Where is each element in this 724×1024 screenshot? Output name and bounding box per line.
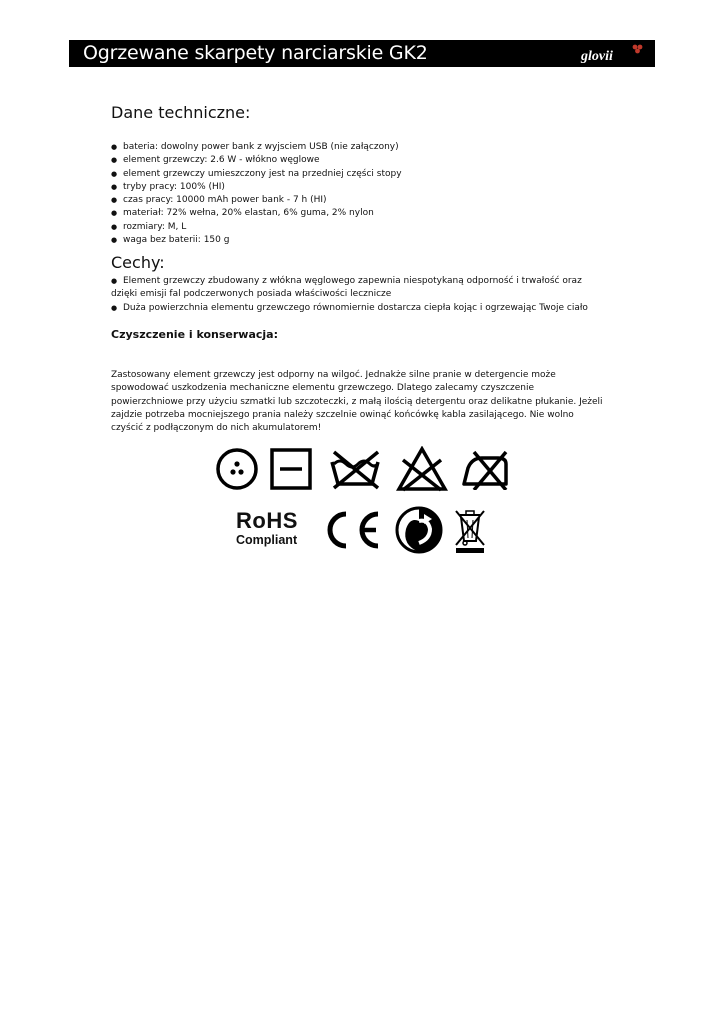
do-not-bleach-icon (396, 446, 448, 492)
list-item: ● czas pracy: 10000 mAh power bank - 7 h (HI) (111, 194, 611, 207)
list-item: ● element grzewczy umieszczony jest na przedniej części stopy (111, 168, 611, 181)
list-item: ● bateria: dowolny power bank z wyjsciem USB (nie załączony) (111, 141, 611, 154)
list-item: ● Duża powierzchnia elementu grzewczego równomiernie dostarcza ciepła kojąc i ogrzewając Twoje ciało (111, 302, 603, 315)
document-title: Ogrzewane skarpety narciarskie GK2 (83, 42, 428, 64)
do-not-iron-icon (458, 448, 514, 490)
features-list (111, 275, 603, 315)
features-heading: Cechy: (111, 253, 165, 272)
rohs-icon (236, 510, 314, 550)
glovii-logo (577, 43, 647, 65)
rohs-title: RoHS (236, 508, 298, 533)
list-item: ● Element grzewczy zbudowany z włókna węglowego zapewnia niespotykaną odporność i trwałość oraz dzięki emisji fal podczerwonych posiada właściwości lecznicze (111, 275, 603, 302)
do-not-wash-icon (328, 448, 384, 490)
glovii-logo-text: glovii (581, 49, 613, 64)
list-item: ● tryby pracy: 100% (HI) (111, 181, 611, 194)
green-dot-icon (394, 505, 444, 555)
care-text: Zastosowany element grzewczy jest odporny na wilgoć. Jednakże silne pranie w detergencie może spowodować uszkodzenia mechaniczne elementu grzewczego. Dlatego zalecamy czyszczenie powierzchniowe przy użyciu szmatki lub szczoteczki, z małą ilością detergentu oraz delikatne płukanie. Jeżeli zajdzie potrzeba mocniejszego prania należy szczelnie owinąć końcówkę kabla zasilającego. Nie wolno czyścić z podłączonym do nich akumulatorem! (111, 370, 603, 434)
document-header (69, 40, 655, 67)
tech-heading: Dane techniczne: (111, 103, 251, 122)
list-item: ● rozmiary: M, L (111, 221, 611, 234)
list-item: ● element grzewczy: 2.6 W - włókno węglowe (111, 154, 611, 167)
list-item: ● waga bez baterii: 150 g (111, 234, 611, 247)
dry-flat-icon (268, 446, 316, 492)
tumble-dry-icon (214, 446, 262, 492)
weee-bin-icon (452, 505, 488, 555)
tech-list (111, 141, 611, 247)
ce-mark-icon (322, 510, 382, 550)
rohs-subtitle: Compliant (236, 533, 298, 547)
care-heading: Czyszczenie i konserwacja: (111, 328, 279, 341)
list-item: ● materiał: 72% wełna, 20% elastan, 6% guma, 2% nylon (111, 207, 611, 220)
